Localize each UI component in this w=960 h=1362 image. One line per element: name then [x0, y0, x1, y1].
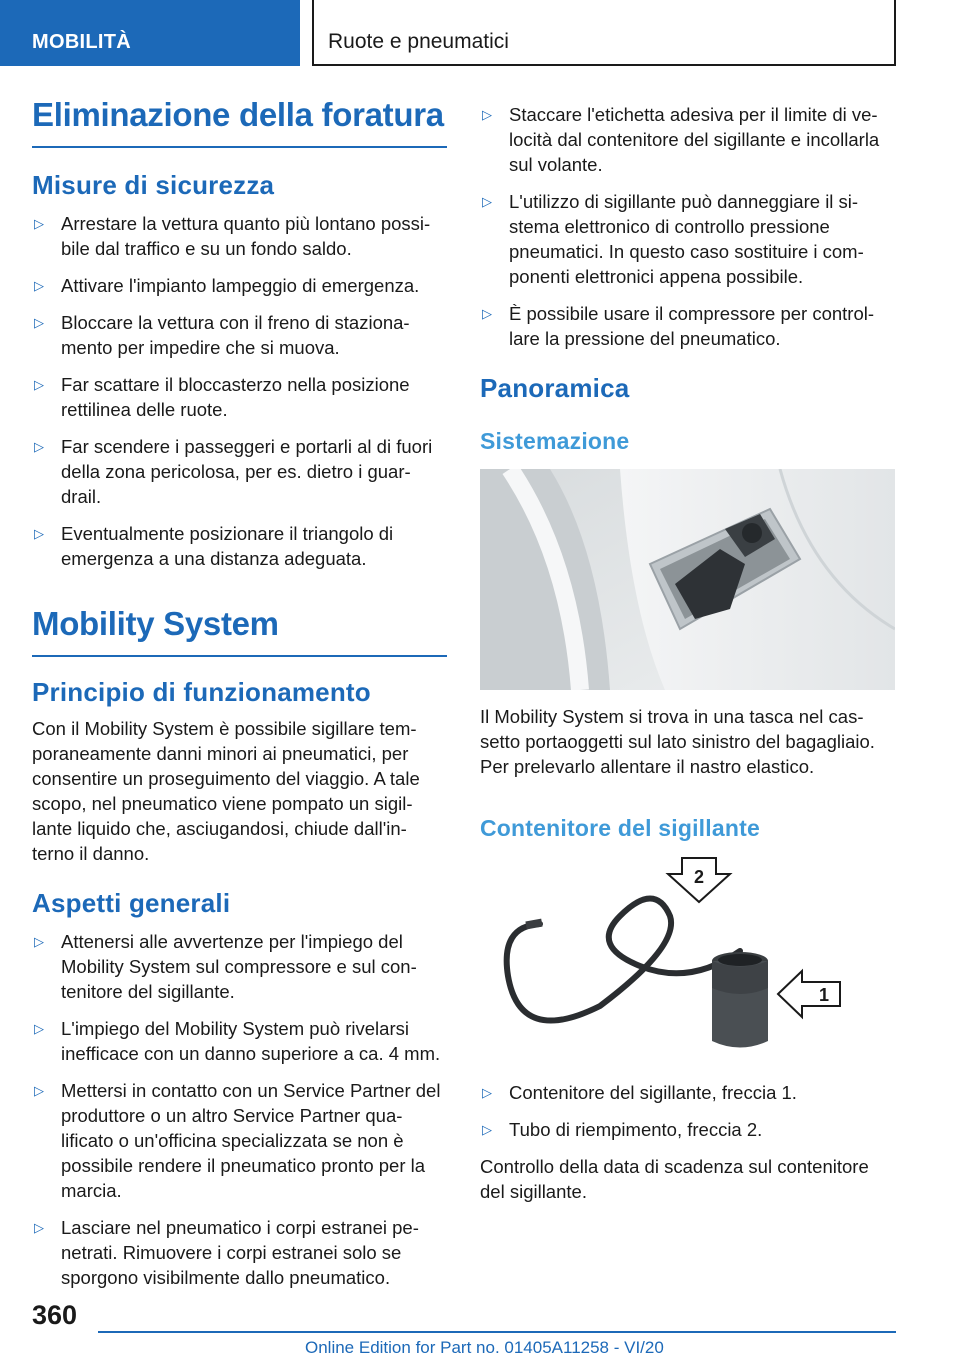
trunk-pocket-illustration	[480, 469, 895, 690]
list-item: ▷ L'utilizzo di sigillante può danneggiare il si-stema elettronico di controllo pressione pneumatici. In questo caso sostituire i com-ponenti elettronici appena possibile.	[482, 191, 864, 287]
section-tab: MOBILITÀ	[0, 0, 300, 66]
list-item: ▷ Mettersi in contatto con un Service Partner del produttore o un altro Service Partner qua-lificato o un'officina specializzata se non è possibile rendere il pneumatico pronto per la marcia.	[34, 1080, 441, 1201]
bullet-arrow-icon: ▷	[34, 1021, 44, 1036]
safety-list	[32, 211, 447, 571]
list-item: ▷ Contenitore del sigillante, freccia 1.	[482, 1082, 797, 1103]
list-item: ▷ Lasciare nel pneumatico i corpi estranei pe-netrati. Rimuovere i corpi estranei solo se sporgono visibilmente dallo pneumatico.	[34, 1217, 419, 1288]
trunk-pocket-photo	[480, 469, 895, 690]
edition-note: Online Edition for Part no. 01405A11258 - VI/20	[305, 1338, 664, 1357]
general-heading: Aspetti generali	[32, 888, 231, 918]
bullet-arrow-icon: ▷	[34, 934, 44, 949]
safety-heading: Misure di sicurezza	[32, 170, 275, 200]
bullet-arrow-icon: ▷	[482, 1122, 492, 1137]
list-item: ▷ L'impiego del Mobility System può rivelarsi inefficace con un danno superiore a ca. 4 mm.	[34, 1018, 441, 1064]
page-header	[0, 0, 960, 66]
bullet-arrow-icon: ▷	[34, 526, 44, 541]
list-item: ▷ Attenersi alle avvertenze per l'impiego del Mobility System sul compressore e sul con-tenitore del sigillante.	[34, 931, 417, 1002]
overview-heading: Panoramica	[480, 373, 630, 403]
page-number: 360	[32, 1300, 78, 1330]
bullet-arrow-icon: ▷	[34, 439, 44, 454]
container-heading: Contenitore del sigillante	[480, 815, 760, 841]
sealant-container-diagram	[480, 856, 895, 1066]
mobility-title: Mobility System	[32, 605, 447, 657]
list-item: ▷ Bloccare la vettura con il freno di staziona-mento per impedire che si muova.	[34, 312, 410, 358]
list-item: ▷ Tubo di riempimento, freccia 2.	[482, 1119, 763, 1140]
sealant-container-illustration	[480, 856, 895, 1066]
bullet-arrow-icon: ▷	[34, 278, 44, 293]
bullet-arrow-icon: ▷	[482, 194, 492, 209]
placement-text: Il Mobility System si trova in una tasca nel cas-setto portaoggetti sul lato sinistro del bagagliaio. Per prelevarlo allentare il nastro elastico.	[480, 706, 875, 777]
list-item: ▷ È possibile usare il compressore per control-lare la pressione del pneumatico.	[482, 303, 875, 349]
principle-text: Con il Mobility System è possibile sigillare tem-poraneamente danni minori ai pneumatici, per consentire un proseguimento del viaggio. A tale scopo, nel pneumatico viene pompato un sigil-lante liquido che, asciugandosi, chiude dall'in-terno il danno.	[32, 718, 420, 864]
bullet-arrow-icon: ▷	[482, 1085, 492, 1100]
list-item: ▷ Staccare l'etichetta adesiva per il limite di ve-locità dal contenitore del sigillante e incollarla sul volante.	[482, 104, 880, 175]
principle-heading: Principio di funzionamento	[32, 677, 371, 707]
chapter-title: Ruote e pneumatici	[312, 0, 896, 66]
right-column	[480, 96, 895, 1204]
footer-divider	[98, 1331, 896, 1333]
list-item: ▷ Arrestare la vettura quanto più lontano possi-bile dal traffico e su un fondo saldo.	[34, 213, 431, 259]
list-item: ▷ Eventualmente posizionare il triangolo di emergenza a una distanza adeguata.	[34, 523, 394, 569]
top-list	[480, 102, 895, 351]
left-column	[32, 96, 447, 1302]
bullet-arrow-icon: ▷	[482, 306, 492, 321]
list-item: ▷ Far scendere i passeggeri e portarli al di fuori della zona pericolosa, per es. dietro i guar-drail.	[34, 436, 433, 507]
container-list	[480, 1080, 895, 1142]
placement-heading: Sistemazione	[480, 428, 630, 454]
list-item: ▷ Attivare l'impianto lampeggio di emergenza.	[34, 275, 420, 296]
bullet-arrow-icon: ▷	[34, 1220, 44, 1235]
arrow-label-1: 1	[818, 985, 830, 1005]
list-item: ▷ Far scattare il bloccasterzo nella posizione rettilinea delle ruote.	[34, 374, 410, 420]
bullet-arrow-icon: ▷	[34, 216, 44, 231]
arrow-label-2: 2	[693, 867, 705, 887]
bullet-arrow-icon: ▷	[34, 1083, 44, 1098]
bullet-arrow-icon: ▷	[482, 107, 492, 122]
expiry-text: Controllo della data di scadenza sul contenitore del sigillante.	[480, 1156, 869, 1202]
bullet-arrow-icon: ▷	[34, 377, 44, 392]
general-list	[32, 929, 447, 1290]
bullet-arrow-icon: ▷	[34, 315, 44, 330]
page-title: Eliminazione della foratura	[32, 96, 447, 148]
